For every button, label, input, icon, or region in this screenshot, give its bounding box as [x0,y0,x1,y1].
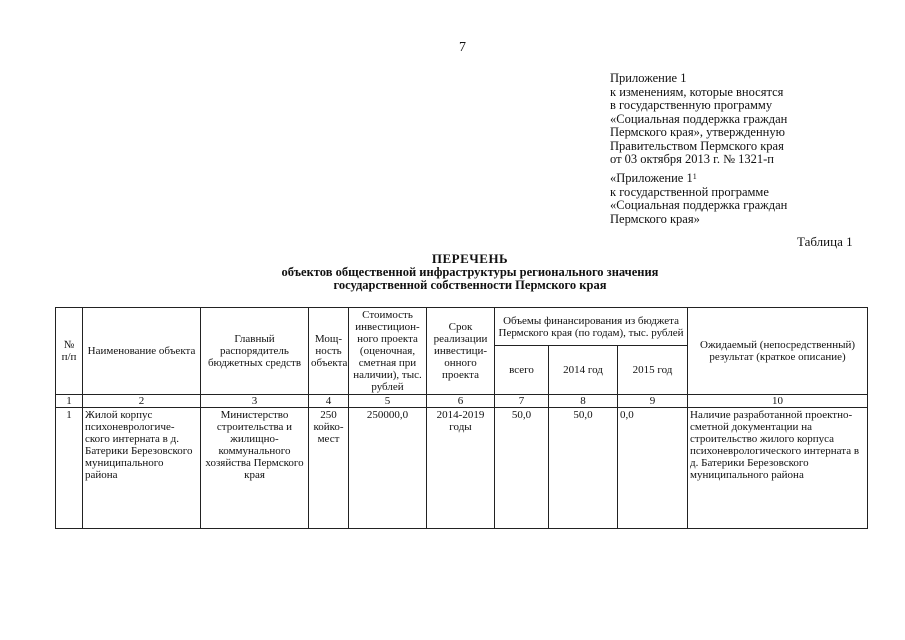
table-label: Таблица 1 [797,234,853,249]
page-number: 7 [459,40,466,55]
column-number: 9 [618,395,688,408]
header-cost: Стоимость инвестицион-ного проекта (оценочная, сметная при наличии), тыс. рублей [349,308,427,395]
annex-line: «Социальная поддержка граждан [610,198,788,212]
annex-line: Пермского края» [610,211,700,226]
document-subtitle [130,266,810,292]
appendix-line: «Социальная поддержка граждан [610,111,788,126]
document-title: ПЕРЕЧЕНЬ [431,251,509,266]
header-result: Ожидаемый (непосредственный) результат (краткое описание) [688,308,868,395]
header-capacity: Мощ-ность объекта [309,308,349,395]
annex-line: к государственной программе [610,184,769,199]
subtitle-line: государственной собственности Пермского края [333,278,607,292]
subtitle-line: объектов общественной инфраструктуры регионального значения [281,265,659,279]
cell-manager: Министерство строительства и жилищно-коммунального хозяйства Пермского края [201,408,309,529]
column-number: 8 [549,395,618,408]
column-number-row [56,395,868,408]
annex-superscript: 1 [692,172,697,181]
header-total: всего [495,346,549,395]
annex-block [610,172,787,226]
header-name: Наименование объекта [83,308,201,395]
appendix-line: в государственную программу [610,98,773,112]
cell-result: Наличие разработанной проектно-сметной документации на строительство жилого корпуса психоневрологического интерната в д. Батерики Березовского муниципального района [688,408,868,529]
cell-total: 50,0 [495,408,549,529]
cell-cost: 250000,0 [349,408,427,529]
annex-title: «Приложение 1 [610,171,693,185]
cell-name: Жилой корпус психоневрологиче-ского интерната в д. Батерики Березовского муниципального района [83,408,201,529]
cell-term: 2014-2019 годы [427,408,495,529]
appendix-line: Правительством Пермского края [610,138,784,153]
appendix-line: к изменениям, которые вносятся [610,84,784,99]
column-number: 2 [83,395,201,408]
header-2014: 2014 год [549,346,618,395]
header-term: Срок реализации инвестици-онного проекта [427,308,495,395]
header-manager: Главный распорядитель бюджетных средств [201,308,309,395]
cell-2015: 0,0 [618,408,688,529]
cell-2014: 50,0 [549,408,618,529]
column-number: 7 [495,395,549,408]
annex-title-line [610,172,787,186]
column-number: 1 [56,395,83,408]
column-number: 4 [309,395,349,408]
header-2015: 2015 год [618,346,688,395]
appendix-line: от 03 октября 2013 г. № 1321-п [610,152,774,166]
cell-num: 1 [56,408,83,529]
appendix-block [610,72,787,167]
appendix-line: Пермского края», утвержденную [610,125,785,139]
column-number: 6 [427,395,495,408]
cell-capacity: 250 койко-мест [309,408,349,529]
column-number: 5 [349,395,427,408]
column-number: 10 [688,395,868,408]
column-number: 3 [201,395,309,408]
appendix-line: Приложение 1 [610,71,687,85]
header-num: № п/п [56,308,83,395]
objects-table [55,307,868,529]
table-row [56,408,868,529]
header-funding-group: Объемы финансирования из бюджета Пермского края (по годам), тыс. рублей [495,308,688,346]
